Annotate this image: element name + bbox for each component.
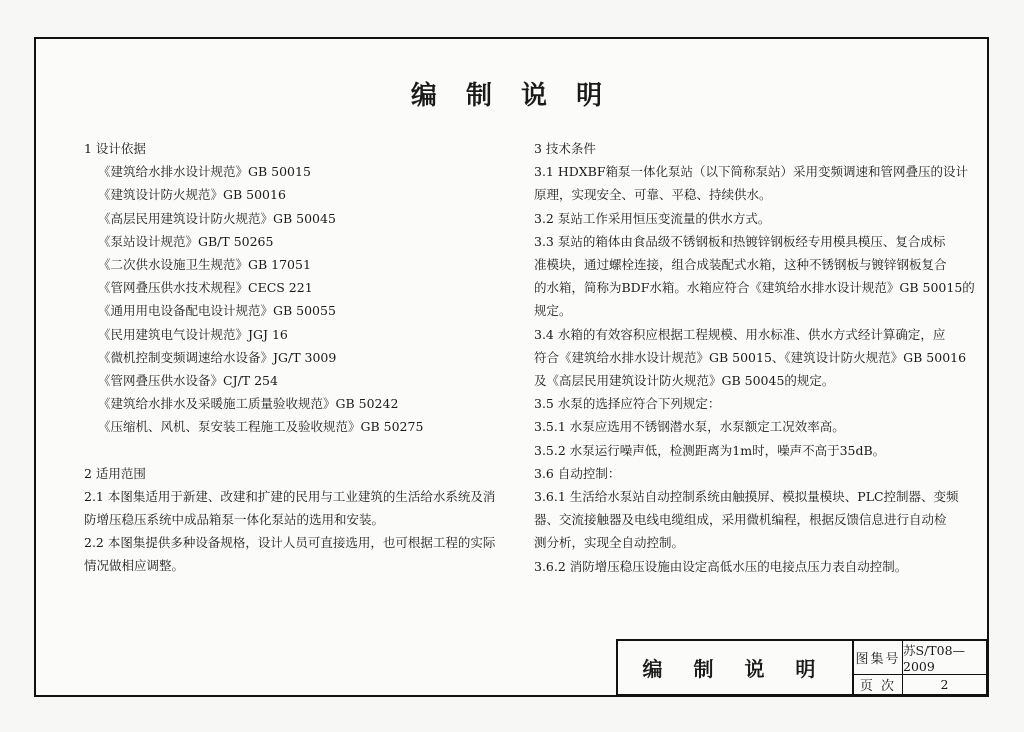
right-column: [534, 137, 975, 578]
text-line: 准模块，通过螺栓连接，组合成装配式水箱，这种不锈钢板与镀锌钢板复合: [534, 257, 947, 273]
text-line: 原理，实现安全、可靠、平稳、持续供水。: [534, 187, 772, 203]
text-line: 1 设计依据: [84, 141, 146, 156]
text-line: 《二次供水设施卫生规范》GB 17051: [98, 257, 311, 273]
text-line: 的水箱，简称为BDF水箱。水箱应符合《建筑给水排水设计规范》GB 50015的: [534, 280, 975, 296]
text-line: 及《高层民用建筑设计防火规范》GB 50045的规定。: [534, 373, 835, 389]
text-line: 2.1 本图集适用于新建、改建和扩建的民用与工业建筑的生活给水系统及消: [84, 488, 496, 504]
text-line: 《高层民用建筑设计防火规范》GB 50045: [98, 210, 336, 226]
atlas-number-value: 苏S/T08—2009: [903, 643, 966, 674]
page-number-row: [854, 674, 986, 694]
text-line: 3.1 HDXBF箱泵一体化泵站（以下简称泵站）采用变频调速和管网叠压的设计: [534, 164, 969, 180]
text-line: 《建筑给水排水及采暖施工质量验收规范》GB 50242: [98, 396, 399, 412]
text-line: 3.5 水泵的选择应符合下列规定：: [534, 396, 721, 412]
text-line: 2.2 本图集提供多种设备规格，设计人员可直接选用，也可根据工程的实际: [84, 535, 496, 551]
text-line: 符合《建筑给水排水设计规范》GB 50015、《建筑设计防火规范》GB 50016: [534, 349, 967, 365]
text-line: 3.2 泵站工作采用恒压变流量的供水方式。: [534, 210, 771, 226]
text-line: 3.6.2 消防增压稳压设施由设定高低水压的电接点压力表自动控制。: [534, 558, 908, 574]
title-block-info: [854, 641, 986, 694]
text-line: 《泵站设计规范》GB/T 50265: [98, 233, 274, 249]
text-line: 情况做相应调整。: [84, 558, 185, 574]
text-line: 防增压稳压系统中成品箱泵一体化泵站的选用和安装。: [84, 512, 385, 528]
text-line: 《建筑设计防火规范》GB 50016: [98, 187, 286, 203]
text-line: 2 适用范围: [84, 465, 146, 481]
text-line: 《微机控制变频调速给水设备》JG/T 3009: [98, 349, 337, 365]
page-number-value: 2: [940, 677, 949, 692]
text-line: 《管网叠压供水设备》CJ/T 254: [98, 373, 278, 389]
text-line: 《民用建筑电气设计规范》JGJ 16: [98, 326, 288, 342]
title-block-name: 编 制 说 明: [618, 641, 854, 694]
text-line: 测分析，实现全自动控制。: [534, 535, 685, 551]
text-line: 3.5.2 水泵运行噪声低，检测距离为1m时，噪声不高于35dB。: [534, 442, 886, 458]
text-line: 《管网叠压供水技术规程》CECS 221: [98, 280, 313, 296]
text-line: 《通用用电设备配电设计规范》GB 50055: [98, 303, 336, 319]
page-number-label: 页 次: [854, 675, 903, 694]
blank-line: [84, 439, 504, 462]
text-line: 3.4 水箱的有效容积应根据工程规模、用水标准、供水方式经计算确定，应: [534, 326, 946, 342]
title-block: [616, 639, 988, 696]
text-line: 3.6.1 生活给水泵站自动控制系统由触摸屏、模拟量模块、PLC控制器、变频: [534, 489, 959, 505]
text-line: 3.5.1 水泵应选用不锈钢潜水泵，水泵额定工况效率高。: [534, 419, 845, 435]
left-column: [84, 137, 504, 578]
text-line: 《压缩机、风机、泵安装工程施工及验收规范》GB 50275: [98, 419, 424, 435]
atlas-number-label: 图集号: [854, 641, 903, 674]
text-line: 《建筑给水排水设计规范》GB 50015: [98, 164, 311, 180]
text-line: 器、交流接触器及电线电缆组成，采用微机编程，根据反馈信息进行自动检: [534, 512, 947, 528]
text-line: 3 技术条件: [534, 141, 596, 156]
atlas-number-row: [854, 641, 986, 674]
text-line: 3.6 自动控制：: [534, 465, 621, 481]
text-line: 3.3 泵站的箱体由食品级不锈钢板和热镀锌钢板经专用模具模压、复合成标: [534, 233, 946, 249]
text-line: 规定。: [534, 303, 572, 319]
drawing-sheet: [34, 37, 989, 697]
page-title: 编 制 说 明: [410, 81, 613, 111]
